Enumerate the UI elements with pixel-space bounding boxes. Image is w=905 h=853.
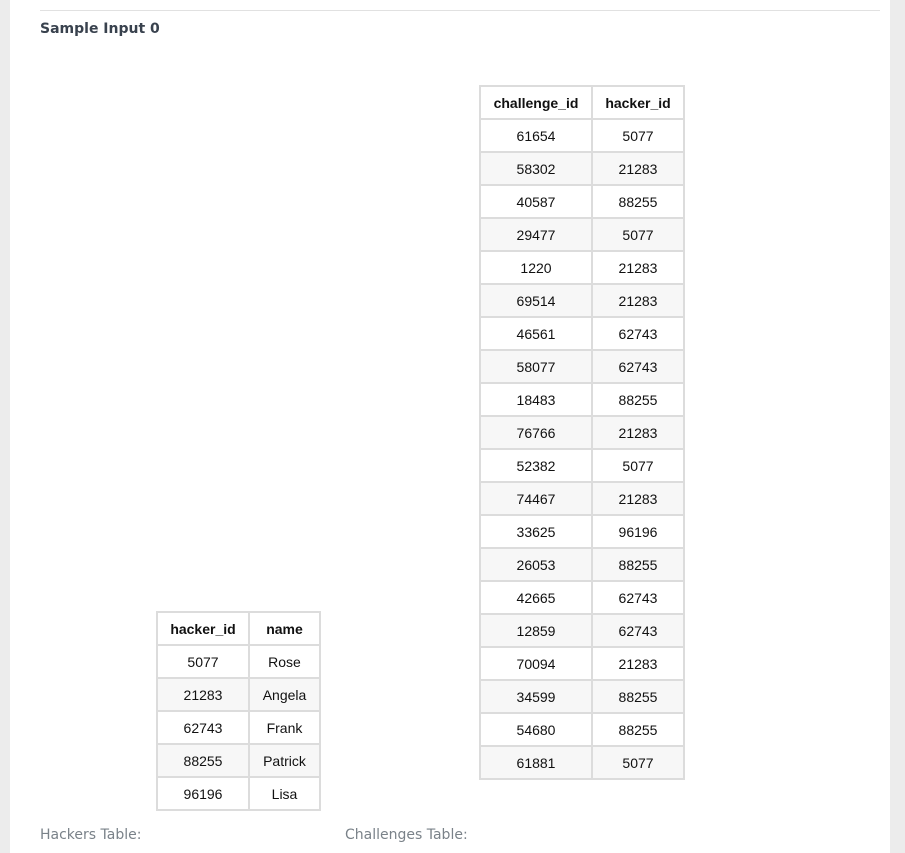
table-cell: 21283	[592, 647, 684, 680]
table-cell: 74467	[480, 482, 592, 515]
table-cell: 61654	[480, 119, 592, 152]
table-cell: 88255	[592, 185, 684, 218]
table-cell: 21283	[592, 152, 684, 185]
table-cell: 21283	[592, 482, 684, 515]
column-header: challenge_id	[480, 86, 592, 119]
table-cell: 33625	[480, 515, 592, 548]
table-cell: Frank	[249, 711, 320, 744]
table-row	[480, 119, 684, 152]
table-row	[480, 218, 684, 251]
table-row	[480, 713, 684, 746]
challenges-table	[479, 85, 685, 780]
table-cell: 69514	[480, 284, 592, 317]
table-row	[480, 383, 684, 416]
table-row	[480, 449, 684, 482]
hackers-table-caption: Hackers Table:	[40, 827, 142, 843]
table-cell: 12859	[480, 614, 592, 647]
table-row	[480, 482, 684, 515]
table-cell: 5077	[592, 218, 684, 251]
column-header: name	[249, 612, 320, 645]
table-row	[480, 416, 684, 449]
table-cell: 21283	[592, 251, 684, 284]
table-cell: 34599	[480, 680, 592, 713]
table-cell: 62743	[592, 350, 684, 383]
table-cell: 96196	[592, 515, 684, 548]
table-row	[480, 746, 684, 779]
table-cell: 58077	[480, 350, 592, 383]
table-cell: 21283	[592, 284, 684, 317]
table-cell: 1220	[480, 251, 592, 284]
table-row	[157, 777, 320, 810]
table-cell: 5077	[157, 645, 249, 678]
table-cell: 61881	[480, 746, 592, 779]
table-cell: 5077	[592, 449, 684, 482]
table-cell: 88255	[592, 548, 684, 581]
table-row	[480, 581, 684, 614]
hackers-table	[156, 611, 321, 811]
table-cell: 96196	[157, 777, 249, 810]
problem-card	[10, 0, 890, 853]
table-row	[480, 680, 684, 713]
table-row	[157, 678, 320, 711]
table-cell: 5077	[592, 119, 684, 152]
table-cell: 21283	[157, 678, 249, 711]
sample-input-heading: Sample Input 0	[40, 21, 160, 37]
table-cell: 88255	[592, 680, 684, 713]
table-cell: 26053	[480, 548, 592, 581]
column-header: hacker_id	[592, 86, 684, 119]
table-cell: 76766	[480, 416, 592, 449]
table-row	[157, 744, 320, 777]
table-row	[480, 284, 684, 317]
table-cell: Angela	[249, 678, 320, 711]
table-row	[480, 350, 684, 383]
table-row	[480, 152, 684, 185]
column-header: hacker_id	[157, 612, 249, 645]
table-row	[480, 515, 684, 548]
table-cell: 18483	[480, 383, 592, 416]
table-cell: 62743	[592, 581, 684, 614]
table-cell: 40587	[480, 185, 592, 218]
table-cell: 21283	[592, 416, 684, 449]
table-cell: 62743	[592, 317, 684, 350]
table-row	[480, 614, 684, 647]
table-cell: Patrick	[249, 744, 320, 777]
table-cell: 88255	[592, 713, 684, 746]
table-row	[480, 317, 684, 350]
table-cell: 88255	[592, 383, 684, 416]
table-row	[157, 645, 320, 678]
table-row	[480, 185, 684, 218]
table-cell: Rose	[249, 645, 320, 678]
table-cell: Lisa	[249, 777, 320, 810]
table-header-row	[480, 86, 684, 119]
table-cell: 62743	[592, 614, 684, 647]
table-row	[157, 711, 320, 744]
table-cell: 5077	[592, 746, 684, 779]
table-cell: 42665	[480, 581, 592, 614]
table-cell: 62743	[157, 711, 249, 744]
table-cell: 58302	[480, 152, 592, 185]
table-cell: 52382	[480, 449, 592, 482]
table-row	[480, 251, 684, 284]
table-cell: 29477	[480, 218, 592, 251]
divider	[40, 10, 880, 11]
table-cell: 70094	[480, 647, 592, 680]
table-row	[480, 548, 684, 581]
table-cell: 46561	[480, 317, 592, 350]
table-header-row	[157, 612, 320, 645]
challenges-table-caption: Challenges Table:	[345, 827, 468, 843]
table-cell: 88255	[157, 744, 249, 777]
table-cell: 54680	[480, 713, 592, 746]
table-row	[480, 647, 684, 680]
